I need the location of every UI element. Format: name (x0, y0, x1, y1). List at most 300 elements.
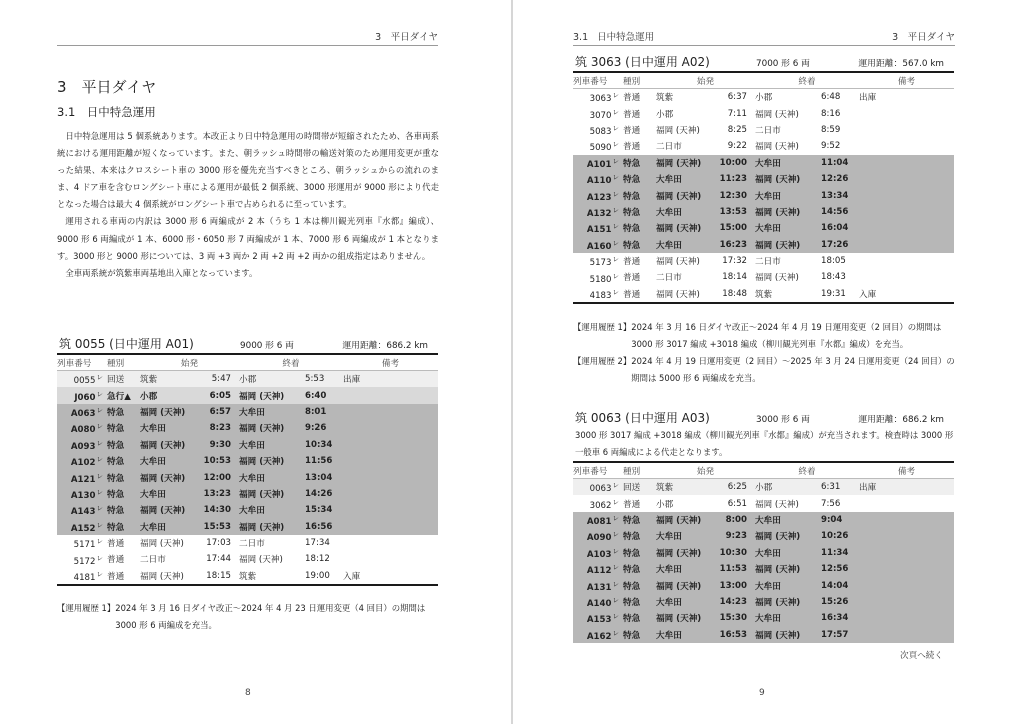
destination-station: 福岡 (天神) (239, 387, 305, 403)
table-row (573, 577, 954, 593)
remark (859, 171, 954, 187)
destination-station: 福岡 (天神) (755, 528, 821, 544)
arrival-time: 13:04 (305, 469, 343, 485)
train-number: $5173^レ$ (589, 255, 619, 269)
train-type: 特急 (623, 528, 656, 544)
remark (859, 220, 954, 236)
arrival-time: 14:26 (305, 486, 343, 502)
arrival-time: 17:26 (821, 237, 859, 253)
departure-time: 17:03 (206, 538, 232, 549)
col-remarks: 備考 (897, 466, 916, 477)
table-row (573, 528, 954, 544)
destination-station: 福岡 (天神) (755, 273, 799, 284)
remark (859, 237, 954, 253)
through-marker: レ (612, 255, 619, 264)
through-marker: レ (612, 287, 619, 296)
table-row (573, 479, 954, 496)
through-marker: レ (612, 563, 619, 572)
table-row (57, 502, 438, 518)
origin-station: 大牟田 (656, 528, 717, 544)
table-row (573, 627, 954, 643)
timetable (57, 355, 438, 586)
through-marker: レ (96, 373, 103, 382)
table-header-row (573, 463, 954, 479)
departure-time: 18:15 (206, 570, 232, 581)
arrival-time: 6:31 (821, 479, 859, 496)
col-origin: 始発 (696, 466, 715, 477)
through-marker: レ (612, 107, 619, 116)
train-type: 急行▲ (107, 387, 140, 403)
train-type: 特急 (623, 545, 656, 561)
arrival-time: 8:01 (305, 404, 343, 420)
col-train-number: 列車番号 (57, 358, 92, 369)
train-type: 普通 (623, 125, 641, 136)
origin-station: 福岡 (天神) (656, 577, 717, 593)
train-type: 特急 (107, 437, 140, 453)
destination-station: 福岡 (天神) (239, 453, 305, 469)
train-type: 普通 (623, 499, 641, 510)
destination-station: 福岡 (天神) (755, 204, 821, 220)
through-marker: レ (612, 156, 619, 165)
departure-time: 8:23 (201, 420, 239, 436)
train-number: $A130^レ$ (57, 486, 107, 502)
train-type: 特急 (623, 220, 656, 236)
unit-a02 (573, 54, 954, 304)
train-number: $A151^レ$ (573, 220, 623, 236)
destination-station: 福岡 (天神) (239, 519, 305, 535)
remark (343, 519, 438, 535)
arrival-time: 15:26 (821, 594, 859, 610)
table-row (573, 138, 954, 154)
through-marker: レ (96, 422, 103, 431)
through-marker: レ (96, 455, 103, 464)
remark (343, 502, 438, 518)
train-number: $A143^レ$ (57, 502, 107, 518)
remark (343, 469, 438, 485)
arrival-time: 19:00 (305, 570, 330, 581)
paragraph: 運用される車両の内訳は 3000 形 6 両編成が 2 本（うち 1 本は柳川観光列車『水都』編成）、9000 形 6 両編成が 1 本、6000 形・6050 形 7 両編成が 1 本、7000 形 6 両編成が 1 本となります。3000 形と 9000 形については、3 両 +3 両か 2 両 +2 両 +2 両かの組成指定はありません。 (57, 216, 439, 261)
history-item (573, 353, 956, 387)
arrival-time: 6:40 (305, 387, 343, 403)
through-marker: レ (612, 271, 619, 280)
arrival-time: 18:12 (305, 554, 330, 565)
section-title: 3.1 日中特急運用 (57, 105, 156, 119)
origin-station: 二日市 (656, 273, 682, 284)
train-type: 普通 (623, 93, 641, 104)
departure-time: 10:30 (717, 545, 755, 561)
unit-a03 (573, 410, 954, 643)
table-row (573, 253, 954, 269)
col-origin: 始発 (180, 358, 199, 369)
running-head (57, 29, 438, 46)
remark (343, 551, 438, 567)
arrival-time: 8:16 (821, 108, 841, 119)
train-type: 普通 (623, 109, 641, 120)
destination-station: 福岡 (天神) (755, 499, 799, 510)
through-marker: レ (612, 628, 619, 637)
train-type: 特急 (623, 187, 656, 203)
destination-station: 大牟田 (239, 469, 305, 485)
departure-time: 13:53 (717, 204, 755, 220)
departure-time: 6:57 (201, 404, 239, 420)
departure-time: 11:23 (717, 171, 755, 187)
origin-station: 小郡 (656, 109, 674, 120)
remark (859, 122, 954, 138)
col-train-number: 列車番号 (573, 76, 608, 87)
page-number: 8 (245, 688, 251, 698)
arrival-time: 11:34 (821, 545, 859, 561)
running-head-section: 3.1 日中特急運用 (573, 32, 655, 43)
through-marker: レ (96, 520, 103, 529)
train-type: 特急 (107, 404, 140, 420)
col-train-number: 列車番号 (573, 466, 608, 477)
train-type: 特急 (107, 502, 140, 518)
origin-station: 筑紫 (656, 479, 717, 496)
timetable (573, 73, 954, 304)
origin-station: 福岡 (天神) (656, 545, 717, 561)
remark (859, 495, 954, 511)
table-row (57, 519, 438, 535)
through-marker: レ (96, 488, 103, 496)
unit-title: 筑 0055 (日中運用 A01) (59, 337, 194, 351)
arrival-time: 11:04 (821, 155, 859, 171)
train-number: $4183^レ$ (589, 287, 619, 301)
history-label: 【運用履歴 1】 (573, 322, 632, 332)
remark (859, 138, 954, 154)
table-row (573, 545, 954, 561)
destination-station: 大牟田 (755, 220, 821, 236)
through-marker: レ (612, 124, 619, 133)
paragraph: 日中特急運用は 5 個系統あります。本改正より日中特急運用の時間帯が短縮されたため、各車両系統における運用距離が短くなっています。また、朝ラッシュ時間帯の輸送対策のため運用変更が重なった結果、本来はクロスシート車の 3000 形を優先充当すべきところ、朝ラッシュからの流れのまま、4 ドア車を含むロングシート車による運用が最低 2 個系統、3000 形運用が 9000 形により代走となった場合は最大 4 個系統がロングシート車で占められるに至っています。 (57, 131, 439, 210)
train-number: $0063^レ$ (573, 479, 623, 496)
departure-time: 18:48 (722, 288, 748, 299)
origin-station: 大牟田 (140, 486, 201, 502)
train-number: $A153^レ$ (573, 610, 623, 626)
table-row (573, 155, 954, 171)
departure-time: 10:53 (201, 453, 239, 469)
history-label: 【運用履歴 1】 (57, 603, 116, 613)
destination-station: 筑紫 (239, 571, 257, 582)
table-row (573, 512, 954, 528)
departure-time: 17:44 (206, 554, 232, 565)
arrival-time: 12:26 (821, 171, 859, 187)
arrival-time: 13:34 (821, 187, 859, 203)
table-row (573, 561, 954, 577)
unit-a01 (57, 336, 438, 586)
remark (859, 204, 954, 220)
arrival-time: 15:34 (305, 502, 343, 518)
remark: 出庫 (343, 371, 438, 388)
table-row (57, 551, 438, 567)
train-number: $3062^レ$ (589, 497, 619, 511)
destination-station: 二日市 (755, 125, 781, 136)
destination-station: 福岡 (天神) (239, 555, 283, 566)
train-type: 回送 (107, 371, 140, 388)
destination-station: 福岡 (天神) (755, 171, 821, 187)
through-marker: レ (612, 206, 619, 214)
train-number: $A090^レ$ (573, 528, 623, 544)
train-number: $A063^レ$ (57, 404, 107, 420)
train-number: $A112^レ$ (573, 561, 623, 577)
unit-title: 筑 0063 (日中運用 A03) (575, 411, 710, 425)
remark (859, 545, 954, 561)
col-type: 種別 (623, 76, 641, 87)
arrival-time: 5:53 (305, 371, 343, 388)
table-row (57, 371, 438, 388)
train-type: 特急 (623, 594, 656, 610)
col-destination: 終着 (798, 466, 816, 477)
running-head-chapter: 3 平日ダイヤ (892, 32, 955, 43)
departure-time: 13:00 (717, 577, 755, 593)
arrival-time: 16:56 (305, 519, 343, 535)
origin-station: 筑紫 (140, 371, 201, 388)
train-type: 特急 (107, 519, 140, 535)
through-marker: レ (612, 222, 619, 231)
table-row (57, 568, 438, 585)
train-type: 普通 (107, 571, 125, 582)
through-marker: レ (612, 238, 619, 247)
destination-station: 大牟田 (239, 404, 305, 420)
departure-time: 16:23 (717, 237, 755, 253)
body-text (57, 128, 439, 282)
table-row (573, 610, 954, 626)
train-type: 普通 (623, 142, 641, 153)
arrival-time: 18:05 (821, 256, 846, 267)
through-marker: レ (612, 140, 619, 149)
departure-time: 5:47 (201, 371, 239, 388)
table-row (573, 286, 954, 303)
origin-station: 小郡 (656, 499, 674, 510)
remark (859, 105, 954, 121)
col-destination: 終着 (798, 76, 816, 87)
train-type: 特急 (107, 486, 140, 502)
train-type: 特急 (623, 171, 656, 187)
train-number: $A080^レ$ (57, 420, 107, 436)
continued-next-page: 次頁へ続く (900, 651, 943, 661)
arrival-time: 16:34 (821, 610, 859, 626)
through-marker: レ (612, 514, 619, 523)
train-type: 普通 (623, 273, 641, 284)
origin-station: 大牟田 (656, 561, 717, 577)
origin-station: 福岡 (天神) (656, 187, 717, 203)
history-item (573, 319, 956, 353)
table-row (573, 105, 954, 121)
origin-station: 福岡 (天神) (656, 512, 717, 528)
arrival-time: 10:26 (821, 528, 859, 544)
remark (343, 387, 438, 403)
running-head (573, 29, 955, 46)
departure-time: 18:14 (722, 272, 748, 283)
departure-time: 12:00 (201, 469, 239, 485)
table-row (57, 404, 438, 420)
chapter-title: 3 平日ダイヤ (57, 78, 157, 96)
departure-time: 8:00 (717, 512, 755, 528)
unit-distance: 運用距離：567.0 km (858, 59, 944, 69)
destination-station: 福岡 (天神) (755, 594, 821, 610)
destination-station: 二日市 (239, 539, 265, 550)
train-number: $A110^レ$ (573, 171, 623, 187)
table-row (57, 437, 438, 453)
train-type: 特急 (107, 453, 140, 469)
arrival-time: 8:59 (821, 124, 841, 135)
table-row (573, 89, 954, 106)
destination-station: 大牟田 (239, 502, 305, 518)
departure-time: 15:53 (201, 519, 239, 535)
remark: 出庫 (859, 479, 954, 496)
history-item (57, 600, 440, 634)
table-row (57, 486, 438, 502)
table-row (573, 220, 954, 236)
departure-time: 6:25 (717, 479, 755, 496)
train-type: 特急 (623, 610, 656, 626)
departure-time: 13:23 (201, 486, 239, 502)
arrival-time: 6:48 (821, 92, 841, 103)
remark (859, 627, 954, 643)
page-number: 9 (759, 688, 765, 698)
arrival-time: 16:04 (821, 220, 859, 236)
through-marker: レ (612, 546, 619, 555)
origin-station: 福岡 (天神) (656, 125, 700, 136)
timetable (573, 463, 954, 643)
train-number: $A131^レ$ (573, 577, 623, 593)
origin-station: 福岡 (天神) (140, 469, 201, 485)
unit-distance: 運用距離：686.2 km (342, 341, 428, 351)
train-number: $A140^レ$ (573, 594, 623, 610)
through-marker: レ (612, 612, 619, 621)
arrival-time: 14:56 (821, 204, 859, 220)
train-type: 回送 (623, 479, 656, 496)
destination-station: 福岡 (天神) (755, 627, 821, 643)
through-marker: レ (612, 530, 619, 539)
departure-time: 11:53 (717, 561, 755, 577)
table-row (57, 469, 438, 485)
destination-station: 大牟田 (755, 610, 821, 626)
train-number: $5083^レ$ (589, 124, 619, 137)
train-number: $A160^レ$ (573, 237, 623, 253)
origin-station: 二日市 (656, 142, 682, 153)
remark (859, 528, 954, 544)
remark (343, 420, 438, 436)
through-marker: レ (96, 569, 103, 578)
arrival-time: 7:56 (821, 498, 841, 509)
operation-history (57, 600, 440, 634)
remark (859, 610, 954, 626)
table-row (573, 237, 954, 253)
origin-station: 二日市 (140, 555, 166, 566)
table-row (57, 453, 438, 469)
remark (859, 512, 954, 528)
train-type: 特急 (623, 237, 656, 253)
origin-station: 福岡 (天神) (140, 437, 201, 453)
col-destination: 終着 (282, 358, 300, 369)
origin-station: 大牟田 (140, 519, 201, 535)
unit-header (573, 410, 954, 427)
unit-header (57, 336, 438, 353)
train-number: $5180^レ$ (589, 271, 619, 285)
train-number: $A152^レ$ (57, 519, 107, 535)
origin-station: 福岡 (天神) (140, 404, 201, 420)
train-type: 特急 (107, 469, 140, 485)
unit-car-type: 9000 形 6 両 (240, 341, 294, 351)
train-number: $0055^レ$ (57, 371, 107, 388)
train-number: $A132^レ$ (573, 204, 623, 220)
arrival-time: 9:52 (821, 141, 841, 152)
train-type: 特急 (623, 561, 656, 577)
remark (859, 253, 954, 269)
departure-time: 12:30 (717, 187, 755, 203)
history-text: 2024 年 4 月 19 日運用変更（2 回目）〜2025 年 3 月 24 日運用変更（24 回目）の期間は 5000 形 6 両編成を充当。 (631, 356, 955, 383)
origin-station: 福岡 (天神) (656, 220, 717, 236)
destination-station: 福岡 (天神) (755, 237, 821, 253)
departure-time: 17:32 (722, 256, 748, 267)
arrival-time: 18:43 (821, 272, 846, 283)
train-number: $3063^レ$ (589, 91, 619, 105)
train-type: 特急 (623, 204, 656, 220)
paragraph: 全車両系統が筑紫車両基地出入庫となっています。 (65, 267, 258, 278)
operation-history (573, 319, 956, 387)
origin-station: 福岡 (天神) (656, 257, 700, 268)
through-marker: レ (612, 173, 619, 182)
departure-time: 10:00 (717, 155, 755, 171)
departure-time: 15:00 (717, 220, 755, 236)
arrival-time: 17:57 (821, 627, 859, 643)
departure-time: 6:37 (727, 92, 748, 103)
origin-station: 大牟田 (656, 627, 717, 643)
through-marker: レ (96, 438, 103, 447)
train-type: 特急 (623, 512, 656, 528)
train-number: $A103^レ$ (573, 545, 623, 561)
departure-time: 8:25 (727, 124, 748, 135)
table-header-row (57, 355, 438, 371)
remark (859, 561, 954, 577)
remark (859, 577, 954, 593)
train-type: 特急 (623, 577, 656, 593)
train-number: $3070^レ$ (589, 107, 619, 121)
history-text: 2024 年 3 月 16 日ダイヤ改正〜2024 年 4 月 23 日運用変更（4 回目）の期間は 3000 形 6 両編成を充当。 (115, 603, 426, 630)
remark (343, 453, 438, 469)
remark (343, 404, 438, 420)
destination-station: 福岡 (天神) (755, 109, 799, 120)
train-type: 特急 (107, 420, 140, 436)
train-number: $5171^レ$ (73, 537, 103, 551)
origin-station: 大牟田 (656, 237, 717, 253)
departure-time: 15:30 (717, 610, 755, 626)
table-row (573, 171, 954, 187)
col-type: 種別 (623, 466, 641, 477)
unit-title: 筑 3063 (日中運用 A02) (575, 55, 710, 69)
destination-station: 大牟田 (755, 577, 821, 593)
destination-station: 大牟田 (239, 437, 305, 453)
arrival-time: 17:34 (305, 538, 330, 549)
destination-station: 筑紫 (755, 289, 773, 300)
arrival-time: 9:04 (821, 512, 859, 528)
train-number: $4181^レ$ (73, 569, 103, 583)
col-origin: 始発 (696, 76, 715, 87)
remark (859, 155, 954, 171)
train-number: $A081^レ$ (573, 512, 623, 528)
arrival-time: 11:56 (305, 453, 343, 469)
through-marker: レ (612, 579, 619, 588)
arrival-time: 9:26 (305, 420, 343, 436)
history-text: 2024 年 3 月 16 日ダイヤ改正〜2024 年 4 月 19 日運用変更（2 回目）の期間は 3000 形 3017 編成 +3018 編成（柳川観光列車『水都』編成）を充当。 (631, 322, 942, 349)
train-type: 特急 (623, 627, 656, 643)
train-number: $5172^レ$ (73, 553, 103, 567)
destination-station: 福岡 (天神) (755, 561, 821, 577)
remark: 出庫 (859, 93, 877, 104)
train-number: $A093^レ$ (57, 437, 107, 453)
departure-time: 9:22 (727, 141, 748, 152)
table-row (57, 535, 438, 551)
